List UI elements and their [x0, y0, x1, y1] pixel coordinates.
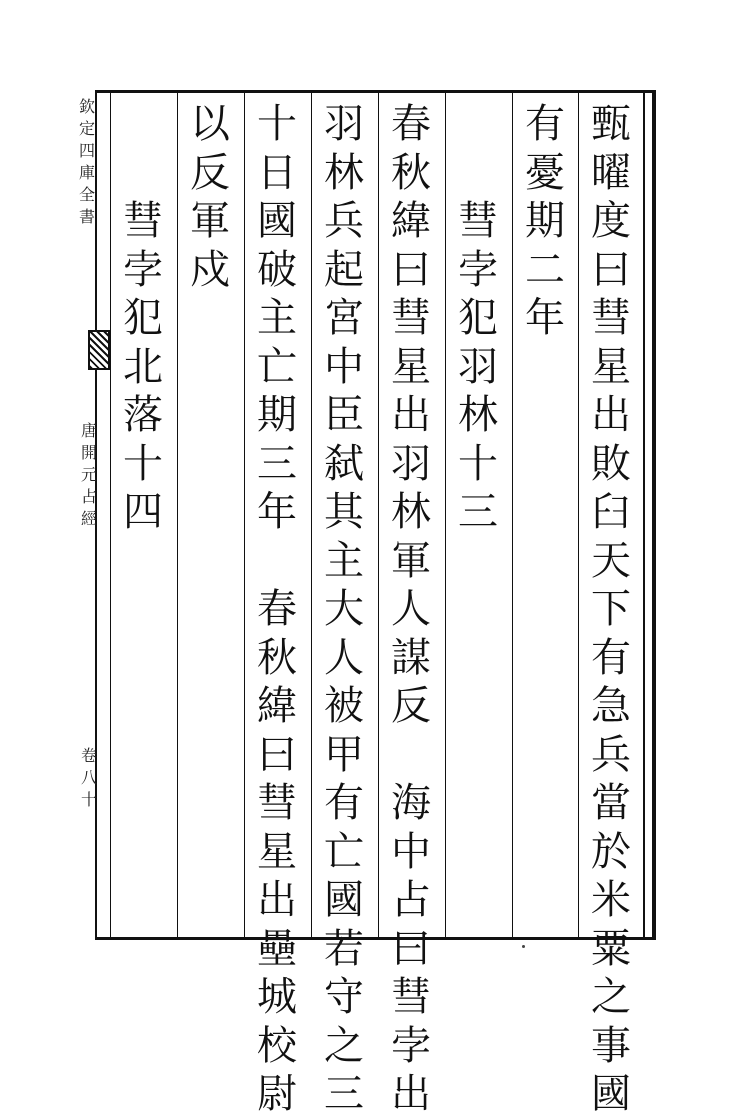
frame-right-inner-border [643, 90, 645, 940]
char: 曰 [391, 246, 431, 293]
margin-char: 十 [80, 790, 97, 809]
text-column-5 [322, 100, 366, 1119]
char: 十 [123, 440, 163, 487]
char: 被 [324, 683, 364, 729]
char: 軍 [190, 198, 230, 244]
char: 之 [591, 974, 631, 1020]
char: 出 [257, 877, 297, 923]
char: 度 [591, 198, 631, 244]
char: 米 [591, 877, 631, 923]
space [389, 731, 433, 780]
char: 海 [391, 780, 431, 826]
margin-char: 經 [80, 509, 97, 528]
margin-char: 庫 [78, 163, 95, 182]
char: 占 [391, 877, 431, 923]
char: 破 [257, 246, 297, 293]
char: 星 [257, 828, 297, 875]
char: 彗 [591, 295, 631, 341]
char: 中 [391, 828, 431, 875]
char: 謀 [391, 634, 431, 681]
char: 壘 [257, 925, 297, 972]
char: 星 [591, 343, 631, 390]
space [255, 537, 299, 586]
char: 犯 [123, 295, 163, 341]
char: 林 [458, 392, 498, 438]
frame-right-outer-border [652, 90, 656, 940]
char: 曰 [257, 731, 297, 778]
frame-bottom-border [95, 937, 656, 940]
column-divider [445, 93, 446, 937]
margin-char: 全 [78, 185, 95, 204]
char: 有 [525, 101, 565, 147]
margin-char: 欽 [78, 97, 95, 116]
margin-top-text [76, 96, 98, 228]
char: 彗 [123, 198, 163, 244]
char: 以 [190, 101, 230, 147]
char: 林 [324, 149, 364, 196]
text-column-2 [523, 100, 567, 343]
char: 天 [591, 537, 631, 584]
char: 緯 [391, 198, 431, 244]
char: 反 [391, 683, 431, 729]
char: 國 [591, 1071, 631, 1117]
fishtail-mark [88, 330, 110, 370]
char: 三 [257, 440, 297, 487]
char: 當 [591, 780, 631, 826]
text-column-1 [589, 100, 633, 1119]
char: 臣 [324, 392, 364, 438]
char: 北 [123, 343, 163, 390]
char: 孛 [458, 246, 498, 293]
margin-char: 開 [80, 443, 97, 462]
column-divider [578, 93, 579, 937]
char: 緯 [257, 683, 297, 729]
column-divider [311, 93, 312, 937]
char: 主 [257, 295, 297, 341]
char: 有 [591, 634, 631, 681]
margin-char: 書 [78, 207, 95, 226]
text-column-3 [456, 197, 500, 537]
margin-char: 八 [80, 768, 97, 787]
char: 曜 [591, 149, 631, 196]
char: 甄 [591, 101, 631, 147]
margin-char: 卷 [80, 746, 97, 765]
char: 羽 [324, 101, 364, 147]
char: 犯 [458, 295, 498, 341]
char: 年 [525, 295, 565, 341]
char: 秋 [391, 149, 431, 196]
char: 日 [257, 149, 297, 196]
char: 其 [324, 489, 364, 535]
char: 彗 [458, 198, 498, 244]
char: 兵 [591, 731, 631, 778]
char: 曰 [591, 246, 631, 293]
char: 急 [591, 683, 631, 729]
text-column-6 [255, 100, 299, 1119]
char: 憂 [525, 149, 565, 196]
char: 有 [324, 780, 364, 826]
char: 春 [391, 101, 431, 147]
char: 年 [257, 489, 297, 535]
char: 落 [123, 392, 163, 438]
char: 甲 [324, 731, 364, 778]
char: 春 [257, 586, 297, 632]
char: 戍 [190, 246, 230, 293]
char: 人 [324, 634, 364, 681]
char: 宮 [324, 295, 364, 341]
char: 出 [391, 392, 431, 438]
text-column-7 [188, 100, 232, 294]
char: 校 [257, 1022, 297, 1069]
char: 亡 [257, 343, 297, 390]
char: 秋 [257, 634, 297, 681]
column-divider [244, 93, 245, 937]
char: 孛 [123, 246, 163, 293]
char: 弑 [324, 440, 364, 487]
char: 粟 [591, 925, 631, 972]
column-divider [378, 93, 379, 937]
char: 羽 [458, 343, 498, 390]
char: 亡 [324, 828, 364, 875]
paper-speck [522, 945, 525, 948]
column-divider [512, 93, 513, 937]
char: 軍 [391, 537, 431, 584]
char: 羽 [391, 440, 431, 487]
char: 人 [391, 586, 431, 632]
char: 十 [458, 440, 498, 487]
char: 起 [324, 246, 364, 293]
char: 臼 [591, 489, 631, 535]
margin-char: 唐 [80, 421, 97, 440]
char: 兵 [324, 198, 364, 244]
char: 彗 [391, 295, 431, 341]
char: 星 [391, 343, 431, 390]
column-divider [110, 93, 111, 937]
margin-char: 元 [80, 465, 97, 484]
char: 國 [324, 877, 364, 923]
char: 守 [324, 974, 364, 1020]
char: 林 [391, 489, 431, 535]
char: 出 [391, 1071, 431, 1117]
char: 孛 [391, 1022, 431, 1069]
char: 大 [324, 586, 364, 632]
margin-book-title [78, 420, 100, 530]
char: 反 [190, 149, 230, 196]
char: 彗 [257, 780, 297, 826]
char: 事 [591, 1022, 631, 1069]
char: 二 [525, 246, 565, 293]
margin-char: 定 [78, 119, 95, 138]
char: 三 [458, 489, 498, 535]
margin-char: 占 [80, 487, 97, 506]
margin-page-number [78, 745, 100, 811]
char: 國 [257, 198, 297, 244]
char: 城 [257, 974, 297, 1020]
column-divider [177, 93, 178, 937]
char: 中 [324, 343, 364, 390]
text-column-8 [121, 197, 165, 537]
char: 出 [591, 392, 631, 438]
char: 十 [257, 101, 297, 147]
char: 敗 [591, 440, 631, 487]
char: 於 [591, 828, 631, 875]
char: 期 [525, 198, 565, 244]
char: 三 [324, 1071, 364, 1117]
text-column-4 [389, 100, 433, 1119]
char: 尉 [257, 1071, 297, 1117]
char: 彗 [391, 974, 431, 1020]
char: 主 [324, 537, 364, 584]
char: 下 [591, 586, 631, 632]
char: 期 [257, 392, 297, 438]
margin-char: 四 [78, 141, 95, 160]
char: 若 [324, 925, 364, 972]
frame-top-border [95, 90, 656, 93]
char: 之 [324, 1022, 364, 1069]
char: 曰 [391, 925, 431, 972]
char: 四 [123, 489, 163, 535]
